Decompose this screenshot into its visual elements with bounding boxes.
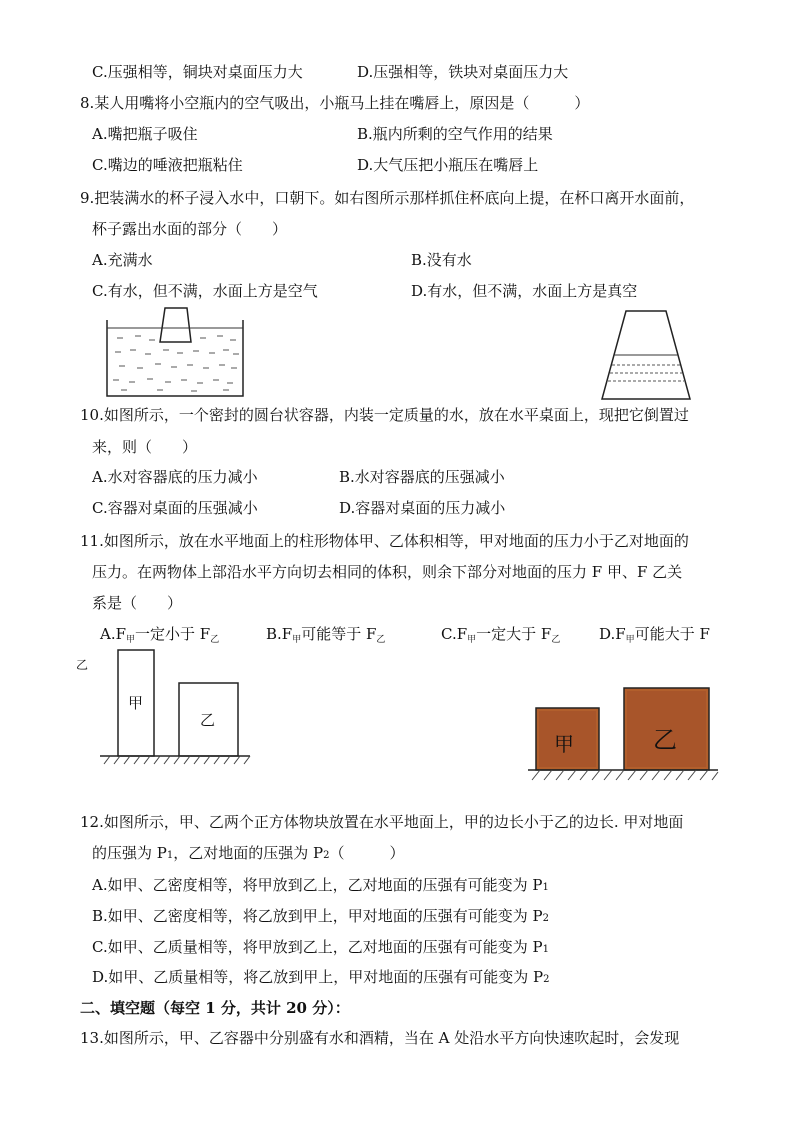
q12-stem-line2: 的压强为 P1，乙对地面的压强为 P2（ ） — [92, 844, 405, 862]
q8-stem: 8.某人用嘴将小空瓶内的空气吸出，小瓶马上挂在嘴唇上，原因是（ ） — [80, 94, 590, 112]
q10-option-d: D.容器对桌面的压力减小 — [339, 499, 506, 517]
q13-stem: 13.如图所示，甲、乙容器中分别盛有水和酒精，当在 A 处沿水平方向快速吹起时，会发现 — [80, 1029, 680, 1047]
q11-left-yi-label: 乙 — [200, 711, 216, 729]
q9-option-c: C.有水，但不满，水面上方是空气 — [92, 282, 318, 300]
q11-columns-figure — [100, 648, 252, 770]
section2-title: 二、填空题（每空 1 分，共计 20 分）： — [80, 999, 350, 1017]
q11-left-jia-label: 甲 — [128, 694, 144, 712]
q7-option-c: C.压强相等，铜块对桌面压力大 — [92, 63, 303, 81]
q10-option-c: C.容器对桌面的压强减小 — [92, 499, 258, 517]
q11-right-yi-label: 乙 — [653, 726, 677, 754]
q10-option-a: A.水对容器底的压力减小 — [92, 468, 258, 486]
q9-option-b: B.没有水 — [411, 251, 472, 269]
q8-option-d: D.大气压把小瓶压在嘴唇上 — [357, 156, 539, 174]
q9-option-d: D.有水，但不满，水面上方是真空 — [411, 282, 638, 300]
q12-option-c: C.如甲、乙质量相等，将甲放到乙上，乙对地面的压强有可能变为 P1 — [92, 938, 549, 956]
q12-option-b: B.如甲、乙密度相等，将乙放到甲上，甲对地面的压强有可能变为 P2 — [92, 907, 550, 925]
q11-stem-line1: 11.如图所示，放在水平地面上的柱形物体甲、乙体积相等，甲对地面的压力小于乙对地面的 — [80, 532, 689, 550]
q11-option-d-wrap: 乙 — [76, 658, 89, 672]
q11-option-b: $B.F_甲$可能等于 $F_乙$ — [266, 625, 386, 645]
q12-option-a: A.如甲、乙密度相等，将甲放到乙上，乙对地面的压强有可能变为 P1 — [92, 876, 549, 894]
q9-option-a: A.充满水 — [92, 251, 153, 269]
q8-option-a: A.嘴把瓶子吸住 — [92, 125, 198, 143]
q10-option-b: B.水对容器底的压强减小 — [339, 468, 505, 486]
q11-option-c: $C.F_甲$一定大于 $F_乙$ — [441, 625, 561, 645]
q11-option-d: $D.F_甲$可能大于 F — [599, 625, 710, 645]
q12-stem-line1: 12.如图所示，甲、乙两个正方体物块放置在水平地面上，甲的边长小于乙的边长. 甲对地面 — [80, 813, 684, 831]
q12-option-d: D.如甲、乙质量相等，将乙放到甲上，甲对地面的压强有可能变为 P2 — [92, 968, 550, 986]
q11-stem-line3: 系是（ ） — [92, 594, 183, 612]
q10-frustum-container-figure — [598, 309, 694, 401]
q9-stem-line2: 杯子露出水面的部分（ ） — [92, 220, 288, 238]
q11-stem-line2: 压力。在两物体上部沿水平方向切去相同的体积，则余下部分对地面的压力 F 甲、F 乙关 — [92, 563, 683, 581]
q8-option-c: C.嘴边的唾液把瓶粘住 — [92, 156, 243, 174]
q10-stem-line2: 来，则（ ） — [92, 438, 198, 456]
q11-right-jia-label: 甲 — [554, 732, 574, 756]
q9-stem-line1: 9.把装满水的杯子浸入水中，口朝下。如右图所示那样抓住杯底向上提，在杯口离开水面前， — [80, 189, 695, 207]
q10-stem-line1: 10.如图所示，一个密封的圆台状容器，内装一定质量的水，放在水平桌面上，现把它倒置过 — [80, 406, 689, 424]
q8-option-b: B.瓶内所剩的空气作用的结果 — [357, 125, 553, 143]
q11-option-a: $A.F_甲$一定小于 $F_乙$ — [100, 625, 220, 645]
q7-option-d: D.压强相等，铁块对桌面压力大 — [357, 63, 569, 81]
q9-cup-in-water-figure — [105, 306, 245, 398]
